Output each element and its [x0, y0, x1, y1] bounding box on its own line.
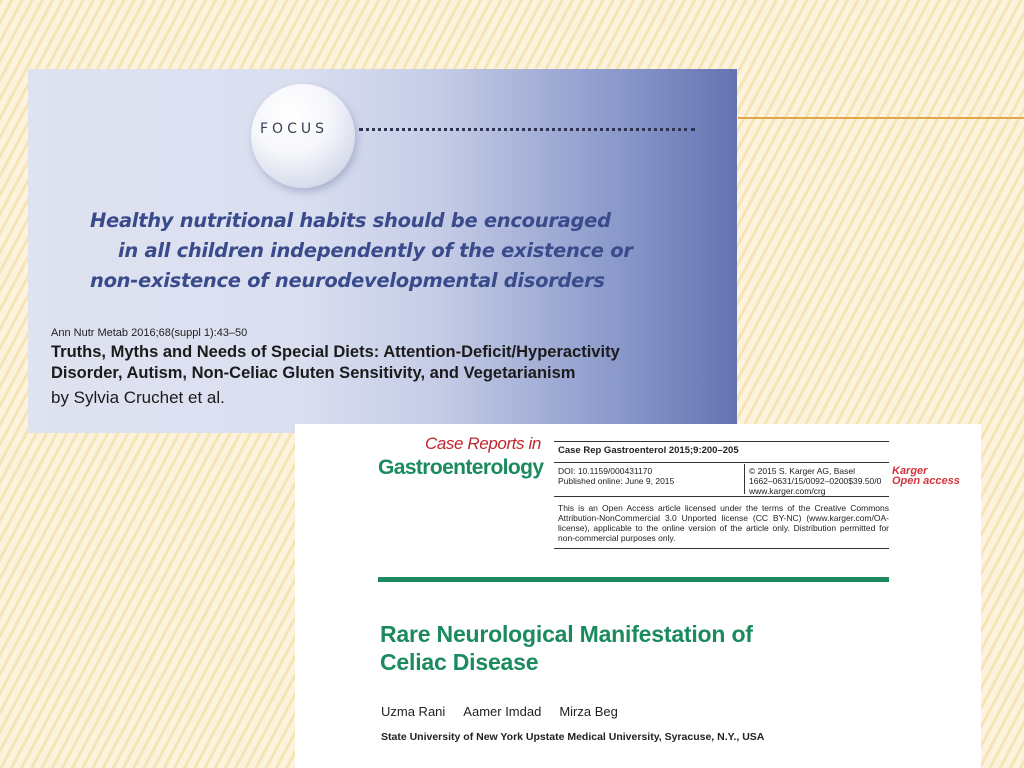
title-line: Celiac Disease [380, 649, 539, 675]
case-report-card [295, 424, 981, 768]
journal-name-line: Case Reports in [425, 434, 541, 453]
title-line: Rare Neurological Manifestation of [380, 621, 753, 647]
journal-citation: Ann Nutr Metab 2016;68(suppl 1):43–50 [51, 327, 248, 339]
title-divider-bar [378, 577, 889, 582]
quote-line: Healthy nutritional habits should be encouraged [90, 209, 611, 232]
dotted-divider [359, 128, 695, 131]
quote-line: in all children independently of the existence or [118, 239, 633, 262]
copyright-block [749, 466, 889, 496]
author-name: Uzma Rani [381, 704, 446, 719]
case-article-title [380, 620, 900, 676]
header-rule [554, 548, 889, 549]
copyright-line: www.karger.com/crg [749, 486, 826, 496]
copyright-line: 1662–0631/15/0092–0200$39.50/0 [749, 476, 882, 486]
author-name: Aamer Imdad [463, 704, 542, 719]
quote-line: non-existence of neurodevelopmental disorders [90, 269, 605, 292]
author-byline: by Sylvia Cruchet et al. [51, 388, 225, 407]
logo-line: Karger [892, 465, 928, 477]
doi-line: Published online: June 9, 2015 [558, 476, 675, 486]
focus-label: FOCUS [260, 121, 328, 137]
header-rule [554, 462, 889, 463]
journal-name-line: Gastroenterology [378, 456, 544, 479]
author-affiliation: State University of New York Upstate Medical University, Syracuse, N.Y., USA [381, 731, 765, 743]
header-rule [554, 441, 889, 442]
slide-accent-rule [738, 117, 1024, 119]
copyright-line: © 2015 S. Karger AG, Basel [749, 466, 855, 476]
karger-open-access-logo [892, 466, 962, 486]
doi-line: DOI: 10.1159/000431170 [558, 466, 653, 476]
header-separator [744, 464, 745, 494]
focus-article-card [28, 69, 737, 433]
doi-block [558, 466, 743, 486]
article-title-line: Disorder, Autism, Non-Celiac Gluten Sensitivity, and Vegetarianism [51, 364, 576, 382]
focus-quote [90, 206, 650, 296]
author-list [381, 704, 618, 719]
logo-line: Open access [892, 475, 960, 487]
article-title [51, 342, 711, 384]
header-rule [554, 496, 889, 497]
author-name: Mirza Beg [559, 704, 618, 719]
article-title-line: Truths, Myths and Needs of Special Diets: Attention-Deficit/Hyperactivity [51, 343, 620, 361]
journal-reference: Case Rep Gastroenterol 2015;9:200–205 [558, 445, 739, 456]
open-access-note: This is an Open Access article licensed under the terms of the Creative Commons Attribution-NonCommercial 3.0 Unported license (CC BY-NC) (www.karger.com/OA-license), applicable to the online version of the article only. Distribution permitted for non-commercial purposes only. [558, 503, 889, 543]
